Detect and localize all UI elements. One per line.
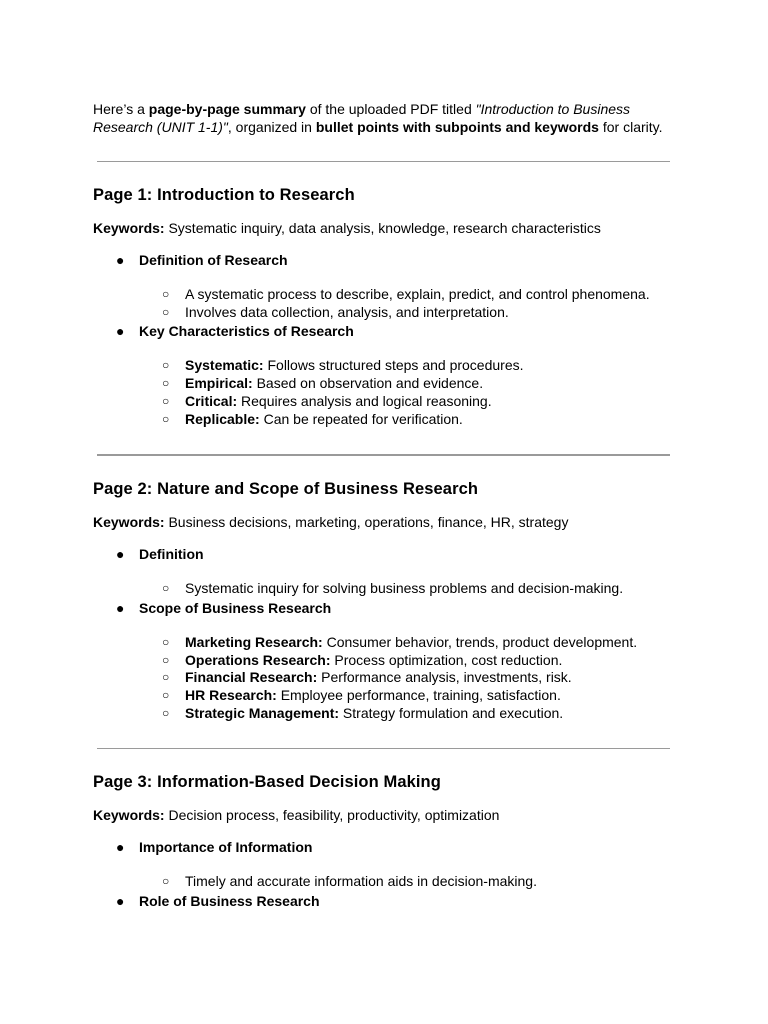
- section-page-2: [93, 479, 683, 722]
- intro-text-4: for clarity.: [598, 119, 663, 135]
- circle-bullet-icon: ○: [162, 634, 170, 649]
- keywords-text: Decision process, feasibility, productivity, optimization: [168, 807, 500, 824]
- bullet-dot-icon: ●: [116, 252, 125, 268]
- keywords-label: Keywords:: [93, 220, 165, 236]
- bullet-dot-icon: ●: [116, 323, 125, 340]
- keywords-label: Keywords:: [93, 807, 165, 824]
- circle-bullet-icon: ○: [162, 874, 170, 889]
- section-divider: [97, 161, 670, 162]
- sub-list: [93, 357, 683, 428]
- section-divider: [97, 748, 670, 749]
- sub-item: [93, 393, 683, 411]
- sub-item: [93, 669, 683, 687]
- sub-item-text: Timely and accurate information aids in decision-making.: [185, 873, 537, 890]
- sub-item: [93, 304, 683, 322]
- sub-item-text: Employee performance, training, satisfaction.: [276, 687, 561, 704]
- sub-item: [93, 687, 683, 705]
- sub-item-lead: Critical:: [185, 392, 238, 409]
- sub-item: [93, 357, 683, 375]
- sub-item-text: Follows structured steps and procedures.: [263, 357, 524, 374]
- bullet-label: Key Characteristics of Research: [139, 323, 354, 340]
- sub-item-text: Consumer behavior, trends, product development.: [322, 633, 638, 650]
- circle-bullet-icon: ○: [162, 393, 170, 408]
- sub-list: [93, 634, 683, 723]
- circle-bullet-icon: ○: [162, 287, 170, 301]
- bullet-item: [93, 599, 683, 617]
- circle-bullet-icon: ○: [162, 688, 170, 703]
- sub-item: [93, 652, 683, 670]
- circle-bullet-icon: ○: [162, 411, 170, 426]
- sub-item-text: Systematic inquiry for solving business problems and decision-making.: [185, 580, 624, 597]
- section-page-1: [93, 185, 683, 428]
- section-title: Page 2: Nature and Scope of Business Research: [93, 480, 479, 499]
- bullet-label: Importance of Information: [139, 839, 313, 856]
- circle-bullet-icon: ○: [162, 376, 170, 391]
- section-page-3: [93, 772, 683, 910]
- circle-bullet-icon: ○: [162, 652, 170, 667]
- bullet-dot-icon: ●: [116, 599, 125, 616]
- sub-item-text: Can be repeated for verification.: [259, 410, 463, 427]
- sub-item: [93, 580, 683, 598]
- circle-bullet-icon: ○: [162, 358, 170, 373]
- sub-item: [93, 705, 683, 723]
- sub-item-text: Involves data collection, analysis, and interpretation.: [185, 303, 509, 320]
- sub-item: [93, 286, 683, 304]
- sub-item-lead: Systematic:: [185, 357, 264, 374]
- sub-item-text: Based on observation and evidence.: [252, 375, 484, 392]
- bullet-dot-icon: ●: [116, 893, 125, 910]
- sub-item-text: Process optimization, cost reduction.: [330, 651, 563, 668]
- sub-item-lead: Empirical:: [185, 375, 253, 392]
- intro-text-3: , organized in: [227, 119, 316, 135]
- keywords-text: Business decisions, marketing, operations, finance, HR, strategy: [168, 514, 569, 531]
- sub-item-text: Strategy formulation and execution.: [339, 704, 564, 721]
- sub-item: [93, 375, 683, 393]
- circle-bullet-icon: ○: [162, 670, 170, 685]
- circle-bullet-icon: ○: [162, 304, 170, 319]
- bullet-label: Scope of Business Research: [139, 599, 332, 616]
- sub-item-text: Performance analysis, investments, risk.: [317, 669, 572, 686]
- sub-item-text: A systematic process to describe, explain, predict, and control phenomena.: [185, 286, 650, 302]
- sub-item-text: Requires analysis and logical reasoning.: [237, 392, 492, 409]
- sub-item-lead: Replicable:: [185, 410, 260, 427]
- bullet-item: [93, 545, 683, 563]
- bullet-item: [93, 251, 683, 269]
- bullet-label: Definition of Research: [139, 252, 288, 268]
- section-title: Page 3: Information-Based Decision Making: [93, 773, 441, 792]
- circle-bullet-icon: ○: [162, 581, 170, 596]
- bullet-item: [93, 322, 683, 340]
- summary-document: [93, 100, 683, 910]
- intro-text-2: of the uploaded PDF titled: [305, 101, 476, 117]
- sub-item-lead: Strategic Management:: [185, 704, 340, 721]
- intro-bold-2: bullet points with subpoints and keywords: [315, 119, 599, 135]
- keywords-line: [93, 219, 683, 237]
- sub-item-lead: Operations Research:: [185, 651, 331, 668]
- keywords-line: [93, 513, 683, 531]
- bullet-item: [93, 892, 683, 910]
- keywords-line: [93, 806, 683, 824]
- bullet-dot-icon: ●: [116, 546, 125, 563]
- intro-paragraph: [93, 100, 683, 136]
- sub-list: [93, 873, 683, 891]
- keywords-label: Keywords:: [93, 514, 165, 531]
- section-title: Page 1: Introduction to Research: [93, 186, 355, 204]
- sub-list: [93, 286, 683, 321]
- sub-item-lead: Marketing Research:: [185, 633, 323, 650]
- keywords-text: Systematic inquiry, data analysis, knowledge, research characteristics: [168, 220, 601, 236]
- sub-item-lead: Financial Research:: [185, 669, 318, 686]
- bullet-item: [93, 838, 683, 856]
- section-divider: [97, 454, 670, 456]
- sub-item-lead: HR Research:: [185, 687, 277, 704]
- intro-italic-title: "Introduction to Business Research (UNIT 1-1)": [93, 101, 631, 135]
- intro-text-1: Here’s a: [93, 101, 149, 117]
- bullet-label: Definition: [139, 546, 204, 563]
- sub-item: [93, 411, 683, 429]
- sub-list: [93, 580, 683, 598]
- bullet-dot-icon: ●: [116, 839, 125, 856]
- circle-bullet-icon: ○: [162, 705, 170, 720]
- sub-item: [93, 634, 683, 652]
- sub-item: [93, 873, 683, 891]
- bullet-label: Role of Business Research: [139, 893, 320, 910]
- intro-bold-1: page-by-page summary: [148, 101, 306, 117]
